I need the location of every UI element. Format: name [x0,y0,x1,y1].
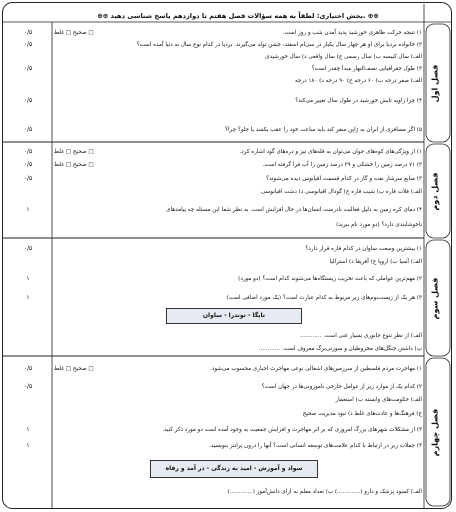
question-score: ۰/۵ [23,161,33,168]
section-label-3: فصل سوم [430,277,440,319]
question-score: ۱ [26,294,30,301]
word-bank-box: سواد و آموزش - امید به زندگی - در آمد و رفاه [150,460,318,478]
true-false-choice[interactable]: صحیح □ غلط □ [54,149,94,155]
question-text: ۴) دمای کره زمین به دلیل فعالیت نادرست انسان‌ها در حال افزایش است. به نظر شما این مسئله چه پیامدهای [166,207,422,213]
question-text: ۱) بیشترین وسعت ساوان در کدام قاره قرار دارد؟ [305,246,422,252]
question-score: ۰/۵ [23,126,33,133]
question-text: ۲) مهم‌ترین عواملی که باعث تخریب زیستگاه‌ها می‌شوند کدام است؟ (دو مورد) [238,276,422,282]
question-text: ۱) از ویژگی‌های کوه‌های جوان می‌توان به قله‌های تیز و دره‌های گود اشاره کرد. [239,149,422,155]
question-score: ۱ [26,275,30,282]
question-text: ناخوشایندی دارد؟ (دو مورد نام ببرید) [336,222,422,228]
question-text: ۳) طول جغرافیایی نصف‌النهار مبدأ چقدر است؟ [311,66,422,72]
answer-options: الف) آسیا ب) اروپا ج) آفریقا د) استرالیا [329,259,422,265]
answer-options: الف) سال کبیسه ب) سال رسمی ج) سال واقعی د) سال خورشیدی [265,54,422,60]
question-text: ۴) چرا زاویه تابش خورشید در طول سال تغییر می‌کند؟ [295,98,422,104]
question-text: ۱) مهاجرت مردم فلسطین از سرزمین‌های اشغالی نوعی مهاجرت اجباری محسوب می‌شود. [210,366,422,372]
answer-options: الف) کمبود پزشک و دارو (.............) ب) تعداد معلم به ازای دانش‌آموز (.............) [227,489,422,495]
question-score: ۰/۵ [23,365,33,372]
question-text: ب) داشتن جنگل‌های مخروطیان و سوزنی‌برگ معروف است. ............ [258,346,422,352]
word-bank-box: تایگا - توندرا - ساوان [166,308,302,324]
section-label-2: فصل دوم [430,172,440,210]
question-text: ۱) نتیجه حرکت ظاهری خورشید پدید آمدن شب و روز است. [282,30,422,36]
question-score: ۱ [26,206,30,213]
question-score: ۰/۵ [23,148,33,155]
true-false-choice[interactable]: صحیح □ غلط □ [54,162,94,168]
true-false-choice[interactable]: صحیح □ غلط □ [54,30,94,36]
question-score: ۰/۵ [23,29,33,36]
question-score: ۱ [26,442,30,449]
question-text: ۲) ۷۱ درصد زمین را خشکی و ۲۹ درصد زمین را آب فرا گرفته است. [262,162,422,168]
question-text: ۲) خانواده بردیا برای او هر چهار سال یکبار در سی‌ام اسفند، جشن تولد می‌گیرند. بردیا در کدام نوع سال به دنیا آمده است؟ [136,42,422,48]
question-text: ۵) اگر مسافری از ایران به ژاپن سفر کند باید ساعت خود را عقب بکشد یا جلو؟ چرا؟ [225,127,422,133]
question-text: ۲) کدام یک از موارد زیر از عوامل خارجی ناموزونی‌ها در جهان است؟ [261,384,422,390]
answer-options: الف) حکومت‌های وابسته ب) استعمار [335,397,422,403]
question-score: ۰/۵ [23,383,33,390]
question-text: ۳) منابع سرشار نفت و گاز در کدام قسمت اقیانوس دیده می‌شوند؟ [266,176,422,182]
answer-options: ج) فرهنگ‌ها و عادت‌های غلط د) نبود مدیریت صحیح [302,411,422,417]
answer-options: الف) صفر درجه ب) ۶۰ درجه ج) ۹۰ درجه د) ۱۸۰ درجه [294,78,422,84]
question-score: ۱ [26,426,30,433]
question-score: ۰/۵ [23,245,33,252]
exam-page [2,2,452,509]
question-score: ۰/۵ [23,97,33,104]
exam-header: ⊕⊕ بخش اختیاری: لطفاً به همه سؤالات فصل هفتم تا دوازدهم پاسخ شناسی دهید. ⊕⊕ [97,12,379,20]
question-score: ۰/۵ [23,65,33,72]
question-text: ۳) هر یک از زیست‌بوم‌های زیر مربوط به کدام عبارت است؟ (یک مورد اضافی است) [226,295,422,301]
answer-options: الف) فلات قاره ب) شیب قاره ج) گودال اقیانوسی د) دشت اقیانوسی [260,189,422,195]
question-text: الف) از نظر تنوع جانوری بسیار غنی است. ............ [300,333,422,339]
question-text: ۳) از مشکلات شهرهای بزرگ امروزی که بر اثر مهاجرت و افزایش جمعیت به وجود آمده است دو مورد ذکر کنید. [162,427,422,433]
true-false-choice[interactable]: صحیح □ غلط □ [54,366,94,372]
section-label-1: فصل اول [430,64,440,102]
section-label-4: فصل چهارم [430,408,440,456]
question-score: ۰/۵ [23,175,33,182]
question-score: ۰/۵ [23,41,33,48]
question-text: ۴) جملات زیر در ارتباط با کدام علامت‌های توسعه انسانی است؟ آنها را درون پرانتز بنویسید. [209,443,422,449]
